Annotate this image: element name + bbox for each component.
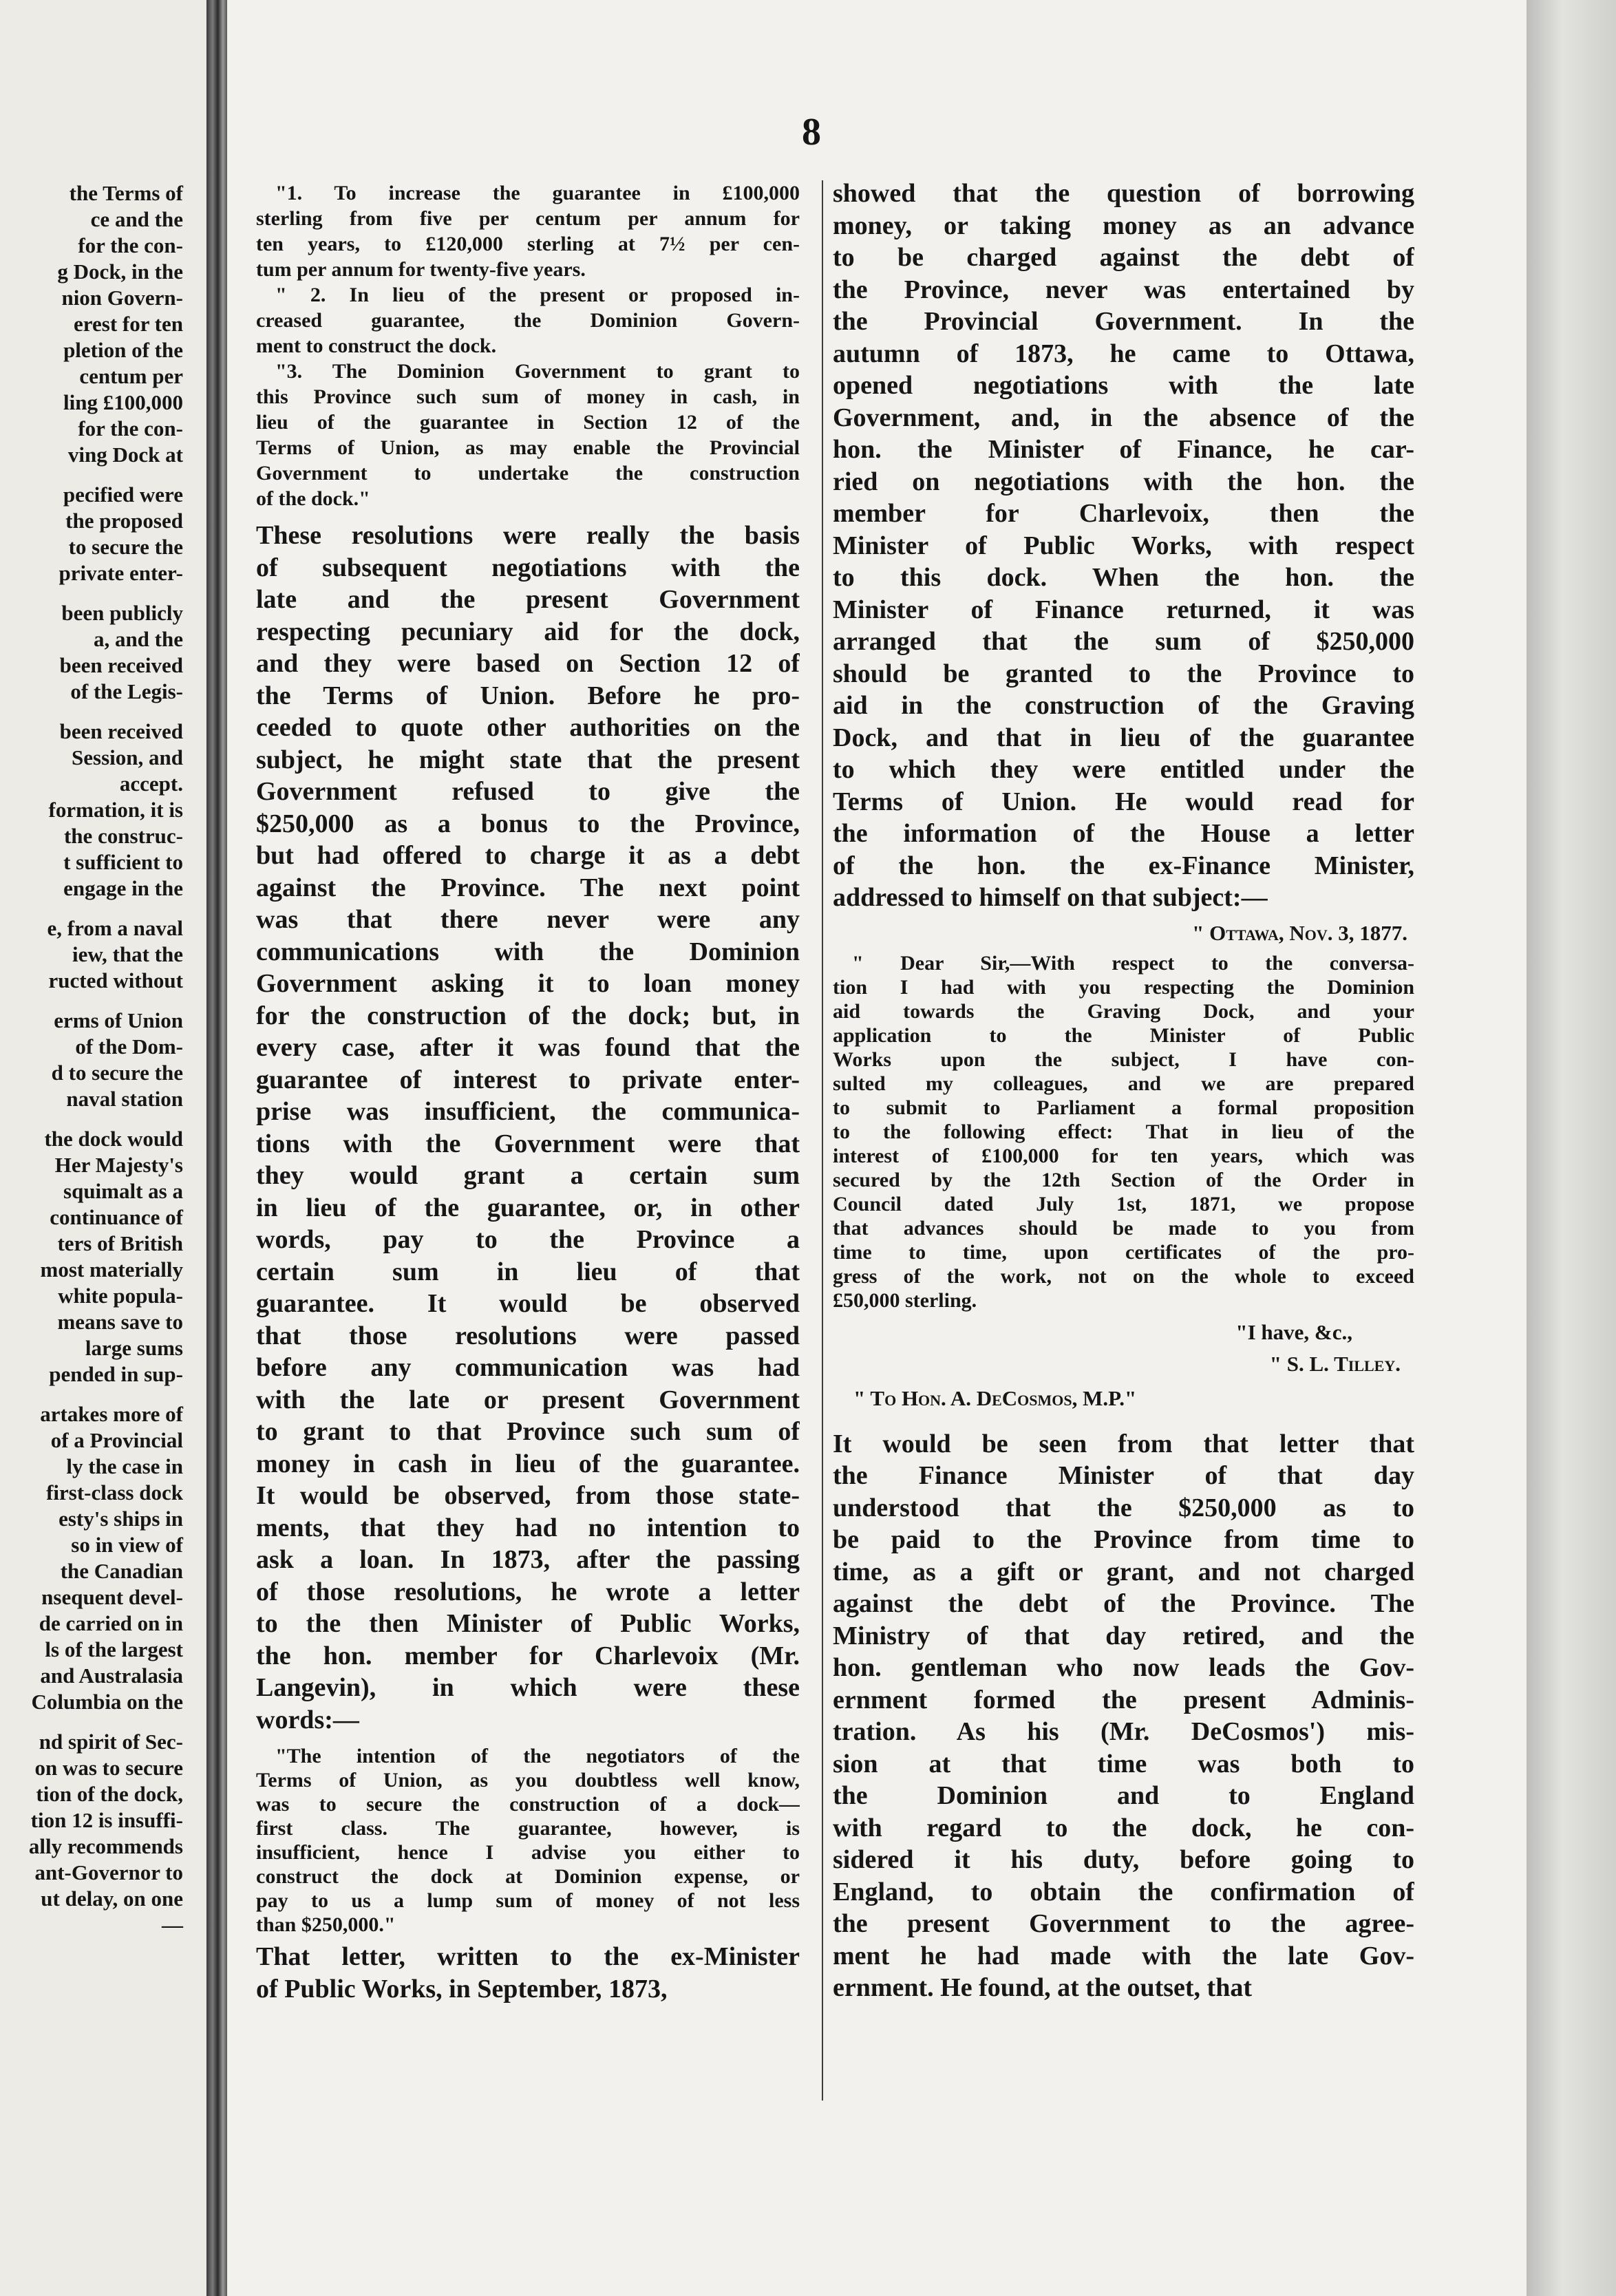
body-line: hon. the Minister of Finance, he car- bbox=[833, 435, 1414, 464]
body-line: $250,000 as a bonus to the Province, bbox=[256, 809, 800, 838]
left-fragment-line: tion 12 is insuffi- bbox=[30, 1808, 183, 1832]
body-line: ment he had made with the late Gov- bbox=[833, 1941, 1414, 1970]
body-line: guarantee. It would be observed bbox=[256, 1289, 800, 1318]
body-line: before any communication was had bbox=[256, 1353, 800, 1382]
left-fragment-line: been publicly bbox=[61, 601, 183, 625]
resolution-line: tum per annum for twenty-five years. bbox=[256, 258, 586, 281]
column-2-body-bottom bbox=[833, 1428, 1414, 2004]
left-fragment-line: nion Govern- bbox=[61, 286, 183, 310]
left-fragment-line bbox=[0, 994, 206, 1008]
left-fragment-line: erms of Union bbox=[54, 1008, 183, 1032]
body-line: These resolutions were really the basis bbox=[256, 521, 800, 550]
body-line: words:— bbox=[256, 1705, 359, 1734]
left-fragment-line: private enter- bbox=[59, 561, 183, 585]
resolution-line: " 2. In lieu of the present or proposed in- bbox=[275, 284, 800, 306]
left-fragment-line: first-class dock bbox=[46, 1480, 183, 1505]
body-line: ernment formed the present Adminis- bbox=[833, 1685, 1414, 1714]
left-fragment-line: engage in the bbox=[63, 876, 183, 900]
letter-signature: " S. L. Tilley. bbox=[1269, 1351, 1401, 1376]
left-fragment-line: the construc- bbox=[63, 824, 183, 848]
left-fragment-line: large sums bbox=[85, 1336, 183, 1360]
body-line: member for Charlevoix, then the bbox=[833, 499, 1414, 528]
left-fragment-line: ce and the bbox=[90, 207, 183, 231]
left-fragment-line bbox=[0, 586, 206, 600]
body-line: ried on negotiations with the hon. the bbox=[833, 467, 1414, 496]
body-line: the present Government to the agree- bbox=[833, 1909, 1414, 1938]
body-line: That letter, written to the ex-Minister bbox=[256, 1942, 800, 1971]
left-fragment-line: been received bbox=[59, 653, 183, 677]
left-fragment-line: been received bbox=[59, 719, 183, 743]
letter-line: to submit to Parliament a formal proposition bbox=[833, 1096, 1414, 1119]
resolution-line: ten years, to £120,000 sterling at 7½ per cen- bbox=[256, 233, 800, 255]
left-fragment-line bbox=[0, 1715, 206, 1729]
body-line: tration. As his (Mr. DeCosmos') mis- bbox=[833, 1717, 1414, 1746]
body-line: ceeded to quote other authorities on the bbox=[256, 713, 800, 742]
letter-line: gress of the work, not on the whole to exceed bbox=[833, 1264, 1414, 1288]
body-line: certain sum in lieu of that bbox=[256, 1257, 800, 1286]
left-fragment-line: ving Dock at bbox=[67, 443, 183, 467]
column-2-body-top bbox=[833, 178, 1414, 914]
left-fragment-line: pecified were bbox=[63, 482, 183, 507]
left-fragment-line: the Terms of bbox=[69, 181, 183, 205]
left-fragment-line: to secure the bbox=[68, 535, 183, 559]
body-line: communications with the Dominion bbox=[256, 937, 800, 966]
left-fragment-line: erest for ten bbox=[74, 312, 183, 336]
body-line: for the construction of the dock; but, in bbox=[256, 1001, 800, 1030]
left-fragment-line: ly the case in bbox=[66, 1454, 183, 1478]
left-fragment-line: ters of British bbox=[57, 1231, 183, 1255]
left-fragment-line: g Dock, in the bbox=[57, 259, 183, 284]
left-fragment-line: of the Dom- bbox=[75, 1034, 183, 1059]
left-fragment-line: esty's ships in bbox=[59, 1507, 183, 1531]
resolution-line: ment to construct the dock. bbox=[256, 334, 497, 357]
left-fragment-line: a, and the bbox=[93, 627, 183, 651]
body-line: money, or taking money as an advance bbox=[833, 211, 1414, 240]
body-line: of Public Works, in September, 1873, bbox=[256, 1974, 668, 2003]
body-line: of the hon. the ex-Finance Minister, bbox=[833, 851, 1414, 880]
quote-line: pay to us a lump sum of money of not less bbox=[256, 1889, 800, 1912]
left-page-fragment bbox=[0, 0, 206, 2296]
letter-closing: "I have, &c., bbox=[1235, 1319, 1352, 1344]
letter-addressee: " To Hon. A. DeCosmos, M.P." bbox=[853, 1385, 1137, 1410]
body-line: money in cash in lieu of the guarantee. bbox=[256, 1449, 800, 1478]
left-fragment-line: formation, it is bbox=[48, 798, 183, 822]
left-fragment-line: the proposed bbox=[65, 509, 183, 533]
body-line: respecting pecuniary aid for the dock, bbox=[256, 617, 800, 646]
resolutions-block bbox=[256, 180, 800, 511]
body-line: Government asking it to loan money bbox=[256, 969, 800, 998]
left-fragment-line bbox=[0, 902, 206, 915]
left-fragment-line: of a Provincial bbox=[50, 1428, 183, 1452]
body-line: but had offered to charge it as a debt bbox=[256, 841, 800, 870]
letter-line: Council dated July 1st, 1871, we propose bbox=[833, 1192, 1414, 1215]
body-line: to be charged against the debt of bbox=[833, 243, 1414, 272]
column-1-body bbox=[256, 520, 800, 1736]
left-fragment-line: d to secure the bbox=[51, 1061, 183, 1085]
body-line: every case, after it was found that the bbox=[256, 1033, 800, 1062]
body-line: the Dominion and to England bbox=[833, 1781, 1414, 1810]
body-line: of those resolutions, he wrote a letter bbox=[256, 1577, 800, 1606]
left-fragment-line: the Canadian bbox=[60, 1559, 183, 1583]
left-fragment-line: e, from a naval bbox=[47, 916, 183, 940]
quote-line: first class. The guarantee, however, is bbox=[256, 1817, 800, 1840]
left-fragment-line: naval station bbox=[66, 1087, 183, 1111]
left-fragment-line: artakes more of bbox=[40, 1402, 183, 1426]
resolution-line: creased guarantee, the Dominion Govern- bbox=[256, 309, 800, 332]
left-fragment-line: Columbia on the bbox=[31, 1690, 183, 1714]
tilley-letter bbox=[833, 951, 1414, 1312]
left-fragment-line: ructed without bbox=[48, 968, 183, 992]
left-fragment-line: Session, and bbox=[72, 745, 183, 769]
left-fragment-line: t sufficient to bbox=[63, 850, 183, 874]
body-line: It would be observed, from those state- bbox=[256, 1481, 800, 1510]
body-line: and they were based on Section 12 of bbox=[256, 649, 800, 678]
body-line: England, to obtain the confirmation of bbox=[833, 1877, 1414, 1906]
body-line: they would grant a certain sum bbox=[256, 1161, 800, 1190]
body-line: time, as a gift or grant, and not charged bbox=[833, 1557, 1414, 1586]
left-fragment-line: continuance of bbox=[50, 1205, 183, 1229]
quote-line: construct the dock at Dominion expense, or bbox=[256, 1865, 800, 1888]
page-number: 8 bbox=[802, 111, 821, 153]
left-fragment-line bbox=[0, 1112, 206, 1126]
letter-line: " Dear Sir,—With respect to the conversa- bbox=[852, 951, 1414, 975]
left-fragment-line: Her Majesty's bbox=[54, 1153, 183, 1177]
letter-line: aid towards the Graving Dock, and your bbox=[833, 999, 1414, 1023]
body-line: words, pay to the Province a bbox=[256, 1225, 800, 1254]
letter-dateline: " Ottawa, Nov. 3, 1877. bbox=[1192, 920, 1407, 945]
left-fragment-line: the dock would bbox=[44, 1127, 183, 1151]
body-line: of subsequent negotiations with the bbox=[256, 553, 800, 582]
left-fragment-line: most materially bbox=[40, 1257, 183, 1282]
body-line: the Finance Minister of that day bbox=[833, 1461, 1414, 1490]
left-fragment-line: pended in sup- bbox=[49, 1362, 183, 1386]
body-line: understood that the $250,000 as to bbox=[833, 1493, 1414, 1522]
right-page-edge bbox=[1527, 0, 1616, 2296]
left-fragment-line: iew, that the bbox=[72, 942, 183, 966]
body-line: arranged that the sum of $250,000 bbox=[833, 627, 1414, 656]
left-fragment-line: ls of the largest bbox=[45, 1637, 183, 1661]
letter-line: time to time, upon certificates of the pro- bbox=[833, 1240, 1414, 1264]
body-line: addressed to himself on that subject:— bbox=[833, 883, 1268, 912]
body-line: prise was insufficient, the communica- bbox=[256, 1097, 800, 1126]
quote-line: insufficient, hence I advise you either to bbox=[256, 1841, 800, 1864]
body-line: against the Province. The next point bbox=[256, 873, 800, 902]
letter-line: secured by the 12th Section of the Order in bbox=[833, 1168, 1414, 1191]
column-1 bbox=[256, 180, 800, 2005]
left-fragment-line: for the con- bbox=[78, 416, 183, 440]
left-fragment-line: so in view of bbox=[71, 1533, 183, 1557]
left-fragment-line: ut delay, on one bbox=[41, 1886, 183, 1911]
left-fragment-line bbox=[0, 705, 206, 719]
left-fragment-line: ant-Governor to bbox=[34, 1860, 183, 1884]
body-line: to grant to that Province such sum of bbox=[256, 1417, 800, 1446]
body-line: Minister of Public Works, with respect bbox=[833, 531, 1414, 560]
resolution-line: Government to undertake the construction bbox=[256, 462, 800, 485]
body-line: be paid to the Province from time to bbox=[833, 1525, 1414, 1554]
resolution-line: "1. To increase the guarantee in £100,000 bbox=[275, 182, 800, 204]
body-line: ask a loan. In 1873, after the passing bbox=[256, 1545, 800, 1574]
body-line: aid in the construction of the Graving bbox=[833, 691, 1414, 720]
left-fragment-line: ling £100,000 bbox=[63, 390, 183, 414]
letter-line: £50,000 sterling. bbox=[833, 1288, 977, 1312]
left-fragment-line: pletion of the bbox=[63, 338, 183, 362]
body-line: was that there never were any bbox=[256, 905, 800, 934]
body-line: the hon. member for Charlevoix (Mr. bbox=[256, 1641, 800, 1670]
body-line: the Province, never was entertained by bbox=[833, 275, 1414, 304]
body-line: ments, that they had no intention to bbox=[256, 1513, 800, 1542]
body-line: It would be seen from that letter that bbox=[833, 1429, 1414, 1458]
body-line: against the debt of the Province. The bbox=[833, 1589, 1414, 1618]
left-fragment-line: nd spirit of Sec- bbox=[39, 1730, 183, 1754]
left-fragment-line: on was to secure bbox=[34, 1756, 183, 1780]
left-fragment-line: of the Legis- bbox=[70, 679, 183, 703]
book-gutter bbox=[206, 0, 227, 2296]
body-line: Dock, and that in lieu of the guarantee bbox=[833, 723, 1414, 752]
left-fragment-line: centum per bbox=[79, 364, 183, 388]
column-1-tail bbox=[256, 1941, 800, 2005]
quote-line: was to secure the construction of a dock— bbox=[256, 1793, 800, 1816]
left-fragment-line: white popula- bbox=[58, 1284, 183, 1308]
body-line: guarantee of interest to private enter- bbox=[256, 1065, 800, 1094]
letter-line: to the following effect: That in lieu of the bbox=[833, 1120, 1414, 1143]
left-fragment-line: tion of the dock, bbox=[36, 1782, 183, 1806]
body-line: to the then Minister of Public Works, bbox=[256, 1609, 800, 1638]
body-line: Government refused to give the bbox=[256, 777, 800, 806]
body-line: the Terms of Union. Before he pro- bbox=[256, 681, 800, 710]
body-line: ernment. He found, at the outset, that bbox=[833, 1973, 1253, 2002]
left-fragment-line: ally recommends bbox=[28, 1834, 183, 1858]
langevin-letter-quote bbox=[256, 1744, 800, 1937]
left-fragment-line: and Australasia bbox=[40, 1663, 183, 1688]
body-line: that those resolutions were passed bbox=[256, 1321, 800, 1350]
body-line: Terms of Union. He would read for bbox=[833, 787, 1414, 816]
body-line: with regard to the dock, he con- bbox=[833, 1813, 1414, 1842]
main-page bbox=[227, 0, 1527, 2296]
resolution-line: sterling from five per centum per annum for bbox=[256, 207, 800, 230]
letter-line: interest of £100,000 for ten years, which was bbox=[833, 1144, 1414, 1167]
body-line: to which they were entitled under the bbox=[833, 755, 1414, 784]
body-line: opened negotiations with the late bbox=[833, 371, 1414, 400]
body-line: to this dock. When the hon. the bbox=[833, 563, 1414, 592]
quote-line: Terms of Union, as you doubtless well know, bbox=[256, 1769, 800, 1792]
resolution-line: "3. The Dominion Government to grant to bbox=[275, 360, 800, 383]
left-fragment-line: for the con- bbox=[78, 233, 183, 257]
body-line: Langevin), in which were these bbox=[256, 1673, 800, 1702]
letter-line: that advances should be made to you from bbox=[833, 1216, 1414, 1240]
letter-line: tion I had with you respecting the Dominion bbox=[833, 975, 1414, 999]
resolution-line: lieu of the guarantee in Section 12 of the bbox=[256, 411, 800, 434]
left-fragment-line: nsequent devel- bbox=[41, 1585, 183, 1609]
letter-line: sulted my colleagues, and we are prepared bbox=[833, 1072, 1414, 1095]
body-line: late and the present Government bbox=[256, 585, 800, 614]
left-fragment-line bbox=[0, 468, 206, 482]
body-line: Minister of Finance returned, it was bbox=[833, 595, 1414, 624]
left-fragment-line: de carried on in bbox=[39, 1611, 183, 1635]
body-line: should be granted to the Province to bbox=[833, 659, 1414, 688]
resolution-line: of the dock." bbox=[256, 487, 370, 510]
body-line: hon. gentleman who now leads the Gov- bbox=[833, 1653, 1414, 1682]
body-line: sion at that time was both to bbox=[833, 1749, 1414, 1778]
body-line: tions with the Government were that bbox=[256, 1129, 800, 1158]
quote-line: "The intention of the negotiators of the bbox=[275, 1745, 800, 1767]
letter-line: application to the Minister of Public bbox=[833, 1023, 1414, 1047]
left-fragment-line: accept. bbox=[119, 772, 183, 796]
body-line: subject, he might state that the present bbox=[256, 745, 800, 774]
body-line: with the late or present Government bbox=[256, 1385, 800, 1414]
quote-line: than $250,000." bbox=[256, 1913, 396, 1936]
left-fragment-line: means save to bbox=[57, 1310, 183, 1334]
left-fragment-line: — bbox=[162, 1913, 183, 1937]
resolution-line: this Province such sum of money in cash, in bbox=[256, 385, 800, 408]
body-line: Government, and, in the absence of the bbox=[833, 403, 1414, 432]
body-line: the information of the House a letter bbox=[833, 819, 1414, 848]
letter-line: Works upon the subject, I have con- bbox=[833, 1048, 1414, 1071]
resolution-line: Terms of Union, as may enable the Provincial bbox=[256, 436, 800, 459]
column-divider bbox=[822, 180, 823, 2101]
column-2 bbox=[833, 178, 1414, 2004]
body-line: showed that the question of borrowing bbox=[833, 179, 1414, 208]
body-line: in lieu of the guarantee, or, in other bbox=[256, 1193, 800, 1222]
left-fragment-line bbox=[0, 1388, 206, 1401]
left-fragment-line: squimalt as a bbox=[63, 1179, 183, 1203]
body-line: sidered it his duty, before going to bbox=[833, 1845, 1414, 1874]
body-line: Ministry of that day retired, and the bbox=[833, 1621, 1414, 1650]
body-line: autumn of 1873, he came to Ottawa, bbox=[833, 339, 1414, 368]
body-line: the Provincial Government. In the bbox=[833, 307, 1414, 336]
